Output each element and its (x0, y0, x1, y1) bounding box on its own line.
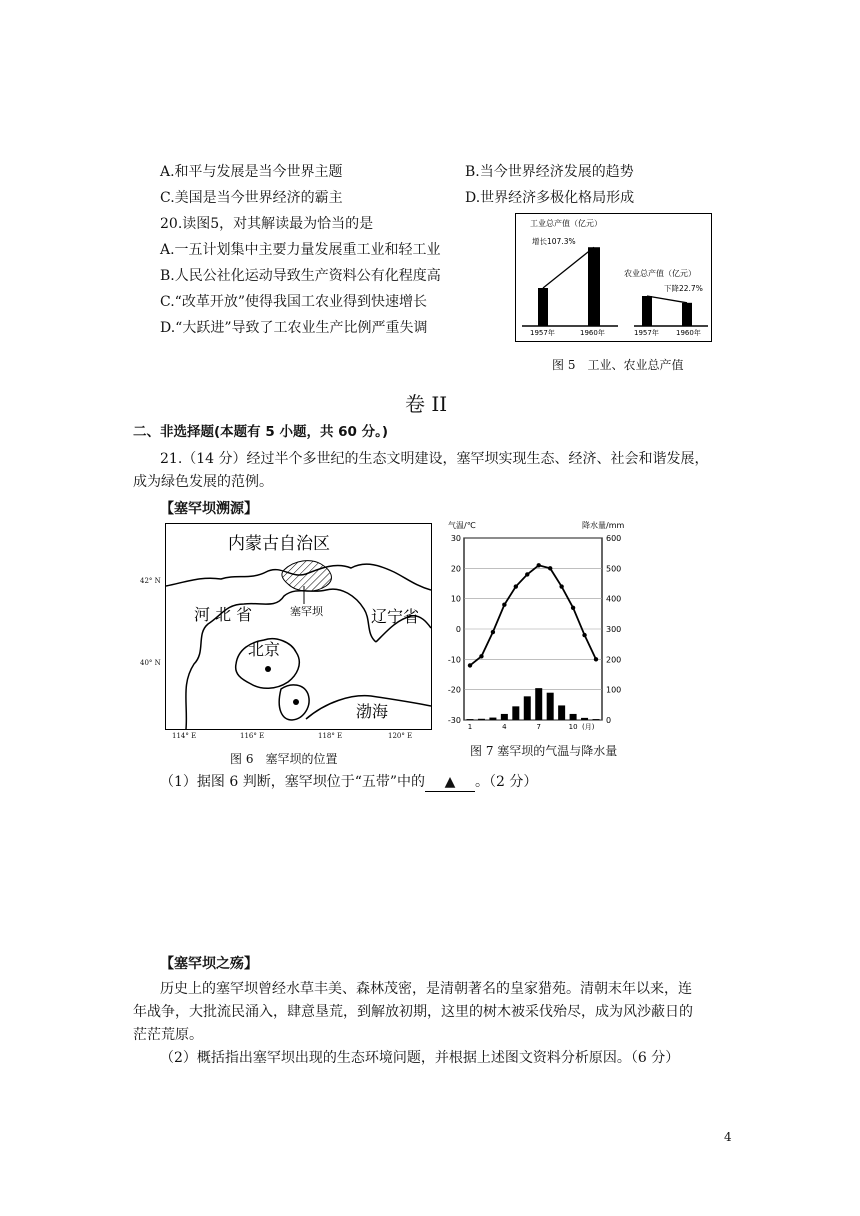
q21-1-tail: 。（2 分） (475, 774, 538, 790)
agri-change: 下降22.7% (664, 284, 703, 293)
temp-point (594, 657, 598, 661)
q19-option-c: C.美国是当今世界经济的霸主 (160, 190, 343, 206)
q21-intro-line2: 成为绿色发展的范例。 (133, 474, 273, 490)
precip-axis-label: 降水量/mm (582, 521, 625, 530)
precip-bar (467, 719, 474, 720)
month-unit: (月) (582, 723, 595, 730)
temp-point (502, 603, 506, 607)
precip-tick: 0 (606, 716, 612, 725)
label-beijing: 北京 (248, 640, 281, 659)
precip-bar (558, 705, 565, 720)
precip-bar (535, 688, 542, 720)
precip-bar (524, 696, 531, 720)
q21-1-text: （1）据图 6 判断，塞罕坝位于“五带”中的 (160, 774, 426, 790)
page-number: 4 (724, 1130, 732, 1144)
figure-6-map (165, 523, 432, 730)
label-inner-mongolia: 内蒙古自治区 (228, 534, 330, 554)
temp-tick: 30 (450, 534, 461, 543)
temp-tick: 10 (450, 594, 461, 604)
precip-bar (489, 718, 496, 720)
temperature-line (470, 565, 596, 665)
para-line3: 茫茫荒原。 (133, 1027, 203, 1043)
q20-option-c: C.“改革开放”使得我国工农业得到快速增长 (160, 294, 427, 310)
q19-option-a: A.和平与发展是当今世界主题 (160, 164, 343, 180)
year-1957-industry: 1957年 (530, 329, 555, 337)
temp-tick: 0 (455, 625, 461, 634)
lat-42: 42° N (140, 577, 161, 585)
para-line2: 年战争，大批流民涌入，肆意垦荒，到解放初期，这里的树木被采伐殆尽，成为风沙蔽日的 (133, 1004, 693, 1020)
q19-option-d: D.世界经济多极化格局形成 (465, 190, 635, 206)
climate-svg (442, 517, 632, 730)
q20-stem: 20.读图5，对其解读最为恰当的是 (160, 216, 374, 232)
q20-option-d: D.“大跃进”导致了工农业生产比例严重失调 (160, 320, 428, 336)
agri-trend-line (647, 296, 687, 303)
figure-5 (515, 213, 712, 342)
bar-agri-1957 (642, 296, 652, 326)
temp-point (479, 654, 483, 658)
temp-point (491, 630, 495, 634)
answer-blank[interactable]: ▲ (425, 773, 475, 792)
precip-bar (593, 719, 600, 720)
q21-2-question: （2）概括指出塞罕坝出现的生态环境问题，并根据上述图文资料分析原因。（6 分） (160, 1050, 680, 1066)
q21-1-question (160, 773, 537, 792)
label-saihanba: 塞罕坝 (290, 605, 323, 618)
temp-tick: -20 (447, 685, 461, 695)
temp-point (559, 584, 563, 588)
year-1960-agri: 1960年 (676, 329, 701, 337)
precip-tick: 100 (606, 685, 622, 695)
temp-tick: -30 (447, 716, 461, 725)
sub2-title: 【塞罕坝之殇】 (160, 956, 258, 972)
temp-tick: 20 (450, 564, 461, 574)
para-line1: 历史上的塞罕坝曾经水草丰美、森林茂密，是清朝著名的皇家猎苑。清朝末年以来，连 (160, 981, 692, 997)
temp-tick: -10 (447, 655, 461, 665)
precip-tick: 200 (606, 655, 622, 665)
temp-point (525, 572, 529, 576)
precip-tick: 600 (606, 534, 622, 543)
industry-change: 增长107.3% (532, 237, 576, 246)
temp-point (548, 566, 552, 570)
temp-point (537, 563, 541, 567)
section-heading: 二、非选择题(本题有 5 小题，共 60 分。) (133, 424, 389, 440)
temp-point (514, 584, 518, 588)
precip-tick: 300 (606, 625, 622, 634)
agri-label: 农业总产值（亿元） (624, 269, 696, 278)
figure-5-caption: 图 5 工业、农业总产值 (552, 358, 684, 372)
figure-5-chart (516, 214, 711, 341)
precip-tick: 500 (606, 564, 622, 574)
sub1-title: 【塞罕坝溯源】 (160, 501, 258, 517)
year-1957-agri: 1957年 (634, 329, 659, 337)
label-bohai: 渤海 (356, 702, 389, 721)
q19-option-b: B.当今世界经济发展的趋势 (465, 164, 634, 180)
month-tick: 10 (568, 723, 578, 730)
precip-bar (512, 706, 519, 720)
temp-point (571, 606, 575, 610)
q20-option-b: B.人民公社化运动导致生产资料公有化程度高 (160, 268, 441, 284)
bar-industry-1957 (538, 288, 548, 326)
month-tick: 7 (536, 723, 541, 730)
temp-point (582, 633, 586, 637)
beijing-dot (265, 666, 271, 672)
lon-114: 114° E (172, 732, 197, 740)
lat-40: 40° N (140, 659, 161, 667)
lon-120: 120° E (388, 732, 413, 740)
tianjin-dot (293, 699, 299, 705)
label-hebei: 河 北 省 (194, 605, 253, 624)
bar-agri-1960 (682, 303, 692, 326)
lon-118: 118° E (318, 732, 343, 740)
precip-tick: 400 (606, 594, 622, 604)
map-svg (166, 524, 431, 729)
section-title: 卷 II (405, 392, 448, 416)
figure-7-caption: 图 7 塞罕坝的气温与降水量 (470, 744, 618, 758)
label-liaoning: 辽宁省 (371, 607, 420, 626)
q20-option-a: A.一五计划集中主要力量发展重工业和轻工业 (160, 242, 441, 258)
lon-116: 116° E (240, 732, 265, 740)
month-tick: 1 (467, 723, 473, 730)
year-1960-industry: 1960年 (580, 329, 605, 337)
bar-industry-1960 (588, 247, 600, 326)
month-tick: 4 (502, 723, 507, 730)
figure-7-climate-chart (442, 517, 632, 730)
temp-axis-label: 气温/℃ (448, 521, 476, 530)
temp-point (468, 663, 472, 667)
q21-intro-line1: 21.（14 分）经过半个多世纪的生态文明建设，塞罕坝实现生态、经济、社会和谐发展， (160, 451, 709, 467)
precip-bar (581, 718, 588, 720)
figure-6-caption: 图 6 塞罕坝的位置 (230, 752, 338, 766)
precip-bar (478, 719, 485, 720)
precip-bar (570, 714, 577, 720)
precip-bar (547, 693, 554, 720)
industry-trend-line (543, 247, 594, 288)
industry-label: 工业总产值（亿元） (530, 219, 602, 228)
precip-bar (501, 714, 508, 720)
saihanba-area (282, 561, 332, 591)
